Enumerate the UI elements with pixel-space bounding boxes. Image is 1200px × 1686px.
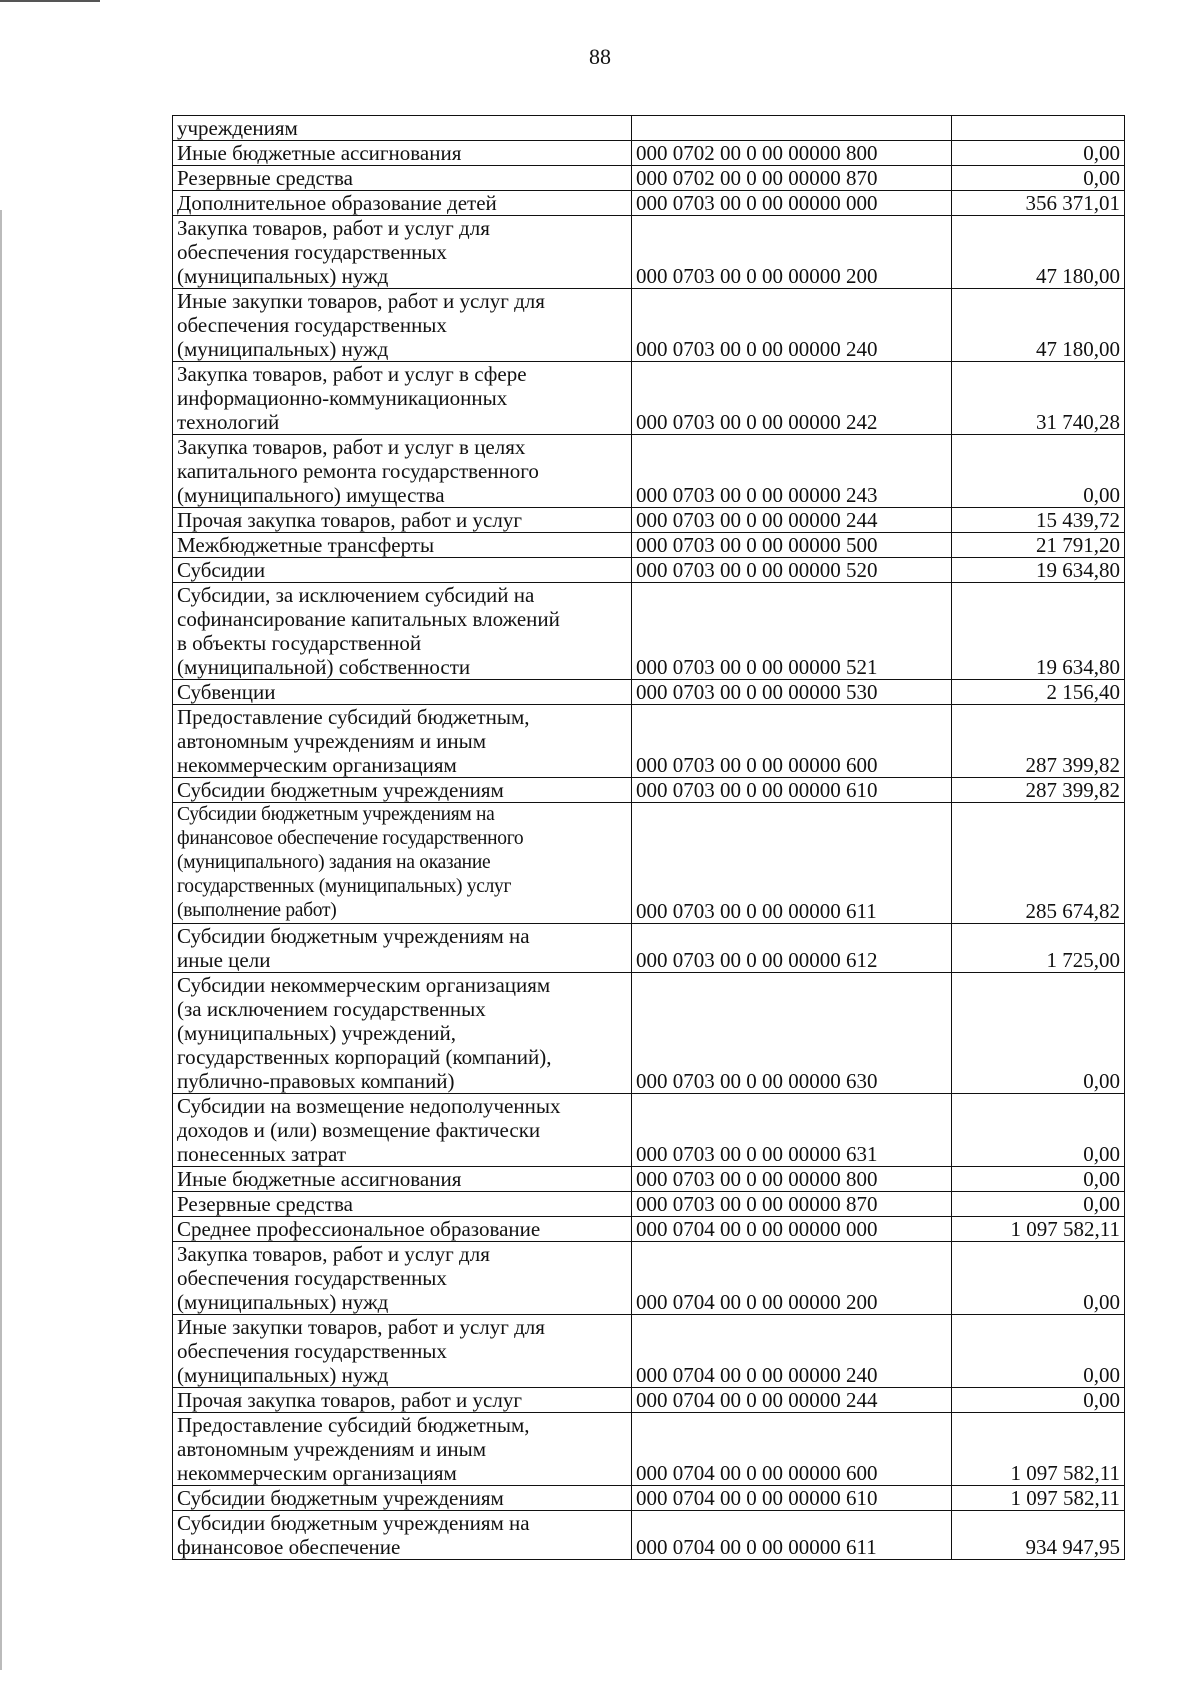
row-sum-cell: 19 634,80 — [952, 583, 1125, 680]
row-name-cell: Резервные средства — [173, 166, 632, 191]
row-name-cell: Закупка товаров, работ и услуг для обеспечения государственных (муниципальных) нужд — [173, 1242, 632, 1315]
table-row — [173, 216, 1125, 289]
row-code-cell: 000 0703 00 0 00 00000 530 — [632, 680, 952, 705]
row-code-cell: 000 0704 00 0 00 00000 240 — [632, 1315, 952, 1388]
row-code-cell: 000 0703 00 0 00 00000 520 — [632, 558, 952, 583]
row-sum-cell: 1 725,00 — [952, 924, 1125, 973]
table-row — [173, 1217, 1125, 1242]
row-sum-cell: 287 399,82 — [952, 778, 1125, 803]
row-sum-cell: 0,00 — [952, 973, 1125, 1094]
row-code-cell: 000 0703 00 0 00 00000 870 — [632, 1192, 952, 1217]
row-sum-cell — [952, 116, 1125, 141]
row-name-cell: Резервные средства — [173, 1192, 632, 1217]
row-code-cell: 000 0703 00 0 00 00000 630 — [632, 973, 952, 1094]
row-name-cell: Закупка товаров, работ и услуг в сфере информационно-коммуникационных технологий — [173, 362, 632, 435]
row-sum-cell: 0,00 — [952, 141, 1125, 166]
row-code-cell: 000 0703 00 0 00 00000 243 — [632, 435, 952, 508]
table-row — [173, 116, 1125, 141]
row-sum-cell: 19 634,80 — [952, 558, 1125, 583]
table-row — [173, 558, 1125, 583]
table-row — [173, 1315, 1125, 1388]
row-sum-cell: 15 439,72 — [952, 508, 1125, 533]
row-sum-cell: 0,00 — [952, 1192, 1125, 1217]
table-row — [173, 191, 1125, 216]
row-sum-cell: 0,00 — [952, 1242, 1125, 1315]
row-name-cell: Иные бюджетные ассигнования — [173, 141, 632, 166]
row-sum-cell: 1 097 582,11 — [952, 1413, 1125, 1486]
table-row — [173, 1167, 1125, 1192]
row-code-cell: 000 0703 00 0 00 00000 610 — [632, 778, 952, 803]
table-row — [173, 508, 1125, 533]
row-name-cell: Дополнительное образование детей — [173, 191, 632, 216]
budget-table — [172, 115, 1125, 1560]
row-name-cell: Закупка товаров, работ и услуг в целях капитального ремонта государственного (муниципального) имущества — [173, 435, 632, 508]
row-sum-cell: 934 947,95 — [952, 1511, 1125, 1560]
row-code-cell: 000 0704 00 0 00 00000 244 — [632, 1388, 952, 1413]
scan-edge-left — [0, 210, 2, 1670]
row-sum-cell: 31 740,28 — [952, 362, 1125, 435]
table-row — [173, 680, 1125, 705]
row-code-cell: 000 0703 00 0 00 00000 631 — [632, 1094, 952, 1167]
scan-edge-top — [0, 0, 100, 2]
row-name-cell: Субсидии бюджетным учреждениям на финансовое обеспечение государственного (муниципального) задания на оказание государственных (муниципальных) услуг (выполнение работ) — [173, 803, 632, 924]
table-row — [173, 705, 1125, 778]
row-name-cell: Прочая закупка товаров, работ и услуг — [173, 508, 632, 533]
row-name-cell: Субсидии на возмещение недополученных доходов и (или) возмещение фактически понесенных затрат — [173, 1094, 632, 1167]
table-row — [173, 583, 1125, 680]
table-row — [173, 435, 1125, 508]
row-name-cell: Межбюджетные трансферты — [173, 533, 632, 558]
row-sum-cell: 0,00 — [952, 1167, 1125, 1192]
row-name-cell: Субсидии бюджетным учреждениям — [173, 778, 632, 803]
row-name-cell: Субсидии — [173, 558, 632, 583]
table-row — [173, 1192, 1125, 1217]
row-sum-cell: 285 674,82 — [952, 803, 1125, 924]
row-name-cell: Предоставление субсидий бюджетным, автономным учреждениям и иным некоммерческим организациям — [173, 705, 632, 778]
row-sum-cell: 287 399,82 — [952, 705, 1125, 778]
row-code-cell: 000 0702 00 0 00 00000 870 — [632, 166, 952, 191]
row-sum-cell: 1 097 582,11 — [952, 1486, 1125, 1511]
row-code-cell: 000 0704 00 0 00 00000 600 — [632, 1413, 952, 1486]
row-name-cell: Субсидии некоммерческим организациям (за исключением государственных (муниципальных) учреждений, государственных корпораций (компаний), публично-правовых компаний) — [173, 973, 632, 1094]
row-code-cell: 000 0704 00 0 00 00000 200 — [632, 1242, 952, 1315]
row-name-cell: Иные бюджетные ассигнования — [173, 1167, 632, 1192]
table-row — [173, 533, 1125, 558]
row-sum-cell: 0,00 — [952, 1388, 1125, 1413]
table-row — [173, 362, 1125, 435]
table-row — [173, 803, 1125, 924]
row-code-cell: 000 0703 00 0 00 00000 600 — [632, 705, 952, 778]
row-code-cell: 000 0703 00 0 00 00000 244 — [632, 508, 952, 533]
row-code-cell: 000 0704 00 0 00 00000 611 — [632, 1511, 952, 1560]
row-name-cell: Среднее профессиональное образование — [173, 1217, 632, 1242]
row-code-cell — [632, 116, 952, 141]
row-code-cell: 000 0703 00 0 00 00000 240 — [632, 289, 952, 362]
row-code-cell: 000 0703 00 0 00 00000 521 — [632, 583, 952, 680]
row-name-cell: Субсидии бюджетным учреждениям на финансовое обеспечение — [173, 1511, 632, 1560]
row-sum-cell: 47 180,00 — [952, 216, 1125, 289]
row-code-cell: 000 0704 00 0 00 00000 610 — [632, 1486, 952, 1511]
budget-table-body — [173, 116, 1125, 1560]
row-code-cell: 000 0702 00 0 00 00000 800 — [632, 141, 952, 166]
table-row — [173, 778, 1125, 803]
table-row — [173, 1242, 1125, 1315]
row-name-cell: Субсидии, за исключением субсидий на софинансирование капитальных вложений в объекты государственной (муниципальной) собственности — [173, 583, 632, 680]
row-sum-cell: 2 156,40 — [952, 680, 1125, 705]
row-name-cell: Прочая закупка товаров, работ и услуг — [173, 1388, 632, 1413]
row-sum-cell: 0,00 — [952, 435, 1125, 508]
row-code-cell: 000 0703 00 0 00 00000 000 — [632, 191, 952, 216]
row-sum-cell: 47 180,00 — [952, 289, 1125, 362]
row-name-cell: Субвенции — [173, 680, 632, 705]
row-code-cell: 000 0703 00 0 00 00000 242 — [632, 362, 952, 435]
row-name-cell: Закупка товаров, работ и услуг для обеспечения государственных (муниципальных) нужд — [173, 216, 632, 289]
row-name-cell: Иные закупки товаров, работ и услуг для обеспечения государственных (муниципальных) нужд — [173, 1315, 632, 1388]
row-name-cell: Субсидии бюджетным учреждениям — [173, 1486, 632, 1511]
row-name-cell: Предоставление субсидий бюджетным, автономным учреждениям и иным некоммерческим организациям — [173, 1413, 632, 1486]
row-sum-cell: 0,00 — [952, 1315, 1125, 1388]
page-number: 88 — [589, 44, 611, 69]
row-name-cell: Иные закупки товаров, работ и услуг для обеспечения государственных (муниципальных) нужд — [173, 289, 632, 362]
table-row — [173, 1388, 1125, 1413]
row-sum-cell: 0,00 — [952, 1094, 1125, 1167]
table-row — [173, 141, 1125, 166]
table-row — [173, 289, 1125, 362]
row-code-cell: 000 0703 00 0 00 00000 500 — [632, 533, 952, 558]
row-sum-cell: 21 791,20 — [952, 533, 1125, 558]
row-name-cell: Субсидии бюджетным учреждениям на иные цели — [173, 924, 632, 973]
row-code-cell: 000 0703 00 0 00 00000 800 — [632, 1167, 952, 1192]
row-sum-cell: 356 371,01 — [952, 191, 1125, 216]
table-row — [173, 166, 1125, 191]
table-row — [173, 924, 1125, 973]
row-code-cell: 000 0704 00 0 00 00000 000 — [632, 1217, 952, 1242]
table-row — [173, 1094, 1125, 1167]
table-row — [173, 1486, 1125, 1511]
row-name-cell: учреждениям — [173, 116, 632, 141]
row-sum-cell: 0,00 — [952, 166, 1125, 191]
row-sum-cell: 1 097 582,11 — [952, 1217, 1125, 1242]
table-row — [173, 973, 1125, 1094]
row-code-cell: 000 0703 00 0 00 00000 200 — [632, 216, 952, 289]
row-code-cell: 000 0703 00 0 00 00000 611 — [632, 803, 952, 924]
row-code-cell: 000 0703 00 0 00 00000 612 — [632, 924, 952, 973]
table-row — [173, 1413, 1125, 1486]
table-row — [173, 1511, 1125, 1560]
